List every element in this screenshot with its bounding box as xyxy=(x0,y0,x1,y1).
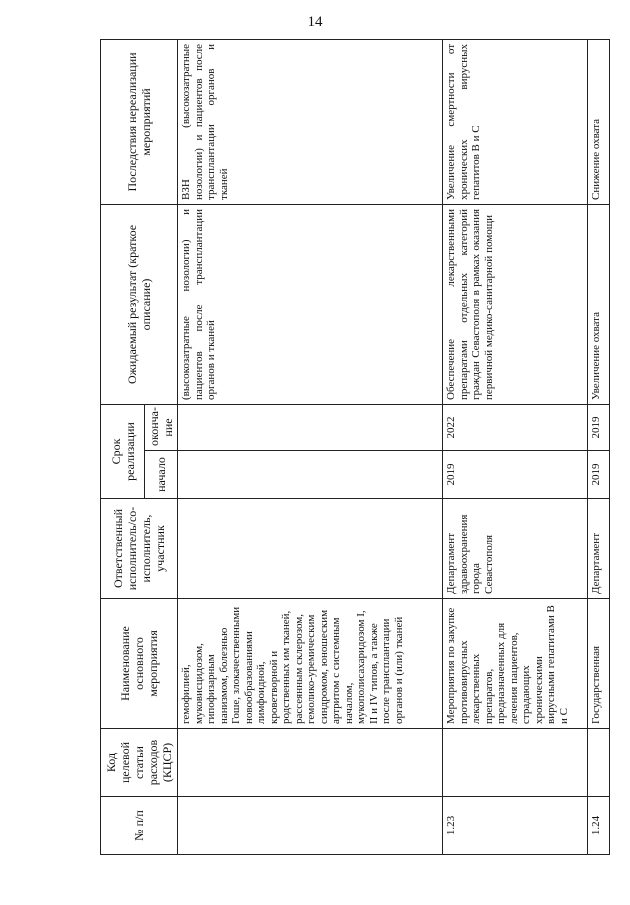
header-num: № п/п xyxy=(101,797,178,855)
cell-result: (высокозатратные нозологии) и пациентов после трансплантации органов и тканей xyxy=(178,204,443,404)
cell-end: 2019 xyxy=(588,404,610,450)
cell-executor: Департамент xyxy=(588,499,610,599)
cell-start: 2019 xyxy=(588,451,610,499)
cell-result: Увеличение охвата xyxy=(588,204,610,404)
header-end: оконча-ние xyxy=(145,404,178,450)
header-result: Ожидаемый результат (краткое описание) xyxy=(101,204,178,404)
cell-kcsr xyxy=(178,729,443,797)
rotated-table-container xyxy=(100,40,610,855)
page-number: 14 xyxy=(307,14,323,30)
header-consequences: Последствия нереализации мероприятий xyxy=(101,39,178,204)
cell-consequences: Увеличение смертности от хронических вирусных гепатитов В и С xyxy=(443,39,588,204)
header-executor: Ответственный исполнитель/со-исполнитель, участник xyxy=(101,499,178,599)
cell-name: Государственная xyxy=(588,599,610,729)
cell-start xyxy=(178,451,443,499)
cell-executor xyxy=(178,499,443,599)
table-row xyxy=(443,39,588,854)
table-row xyxy=(588,39,610,854)
header-name: Наименование основного мероприятия xyxy=(101,599,178,729)
cell-start: 2019 xyxy=(443,451,588,499)
cell-end xyxy=(178,404,443,450)
header-start: начало xyxy=(145,451,178,499)
header-row xyxy=(101,39,145,854)
program-measures-table xyxy=(100,39,610,855)
cell-end: 2022 xyxy=(443,404,588,450)
cell-kcsr xyxy=(443,729,588,797)
cell-name: гемофилией, муковисцидозом, гипофизарным нанизмом, болезнью Гоше, злокачественными новообразованиями лимфоидной, кроветворной и родственных им тканей, рассеянным склерозом, гемолико-уремическим синдромом, юношеским артритом с системным началом, мукополисахаридозом I, II и IV типов, а также после трансплантации органов и (или) тканей xyxy=(178,599,443,729)
cell-kcsr xyxy=(588,729,610,797)
cell-name: Мероприятия по закупке противовирусных лекарственных препаратов, предназначенных для лечения пациентов, страдающих хроническими вирусными гепатитами В и С xyxy=(443,599,588,729)
cell-consequences: Снижение охвата xyxy=(588,39,610,204)
header-kcsr: Код целевой статьи расходов (КЦСР) xyxy=(101,729,178,797)
header-period: Срок реализации xyxy=(101,404,145,498)
table-row xyxy=(178,39,443,854)
cell-num xyxy=(178,797,443,855)
cell-num: 1.23 xyxy=(443,797,588,855)
cell-consequences: ВЗН (высокозатратные нозологии) и пациентов после трансплантации органов и тканей xyxy=(178,39,443,204)
cell-num: 1.24 xyxy=(588,797,610,855)
cell-executor: Департамент здравоохранения города Севастополя xyxy=(443,499,588,599)
cell-result: Обеспечение лекарственными препаратами отдельных категорий граждан Севастополя в рамках оказания первичной медико-санитарной помощи xyxy=(443,204,588,404)
